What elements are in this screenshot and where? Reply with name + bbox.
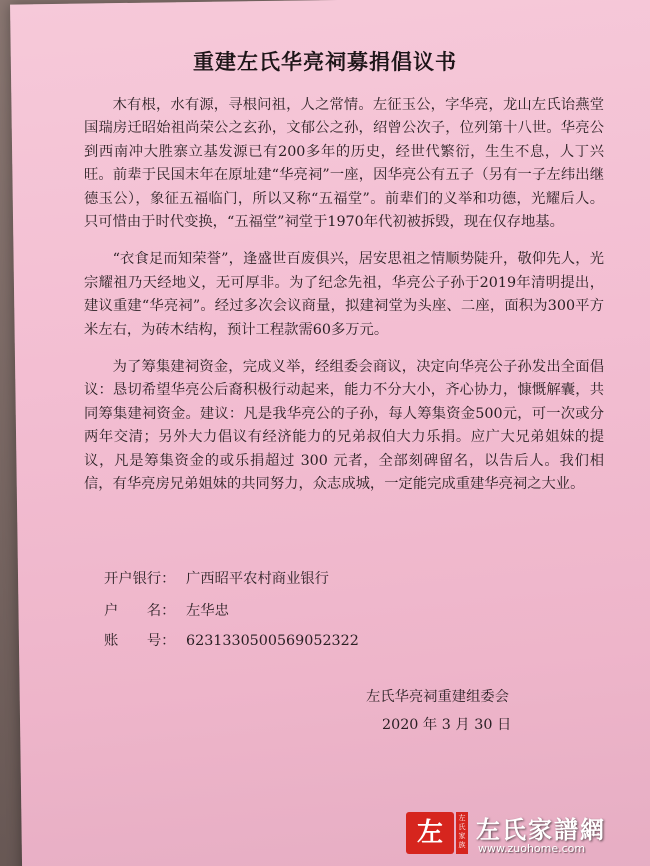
account-number-value: 6231330500569052322 (186, 633, 359, 649)
account-name-value: 左华忠 (186, 603, 229, 619)
paragraph-3: 为了筹集建祠资金，完成义举，经组委会商议，决定向华亮公子孙发出全面倡议：恳切希望华亮公后裔积极行动起来，能力不分大小，齐心协力，慷慨解囊，共同筹集建祠资金。建议：凡是我华亮公的子孙，每人筹集资金500元，可一次或分两年交清；另外大力倡议有经济能力的兄弟叔伯大力乐捐。应广大兄弟姐妹的提议，凡是筹集资金的或乐捐超过 300 元者，全部刻碑留名，以告后人。我们相信，有华亮房兄弟姐妹的共同努力，众志成城，一定能完成重建华亮祠之大业。 (84, 359, 604, 493)
paragraph-2: “衣食足而知荣誉”，逢盛世百废俱兴，居安思祖之情顺势陡升，敬仰先人，光宗耀祖乃天经地义，无可厚非。为了纪念先祖，华亮公子孙于2019年清明提出，建议重建“华亮祠”。经过多次会议商量，拟建祠堂为头座、二座，面积为300平方米左右，为砖木结构，预计工程款需60多万元。 (84, 251, 604, 338)
signature-date: 2020 年 3 月 30 日 (382, 717, 512, 733)
bank-label: 开户银行： (104, 571, 176, 587)
watermark-site: www.zuohome.com (478, 842, 586, 855)
account-name-row (104, 600, 229, 620)
watermark-brand: 左氏家譜網 (476, 816, 606, 844)
account-number-row (104, 630, 359, 650)
seal-side-text: 左氏家族 (458, 814, 466, 849)
signature-org: 左氏华亮祠重建组委会 (366, 689, 509, 705)
site-watermark (406, 810, 646, 858)
bank-value: 广西昭平农村商业银行 (186, 571, 329, 587)
account-name-label: 户 名： (104, 603, 176, 619)
bank-row (104, 568, 329, 588)
paragraph-1: 木有根，水有源，寻根问祖，人之常情。左征玉公，字华亮，龙山左氏诒燕堂国瑞房迁昭始祖尚荣公之玄孙，文郁公之孙，绍曾公次子，位列第十八世。华亮公到西南冲大胜寨立基发源已有200多年的历史，经世代繁衍，生生不息，人丁兴旺。前辈于民国末年在原址建“华亮祠”一座，因华亮公有五子（另有一子左纬出继德玉公），象征五福临门，所以又称“五福堂”。前辈们的义举和功德，光耀后人。只可惜由于时代变换，“五福堂”祠堂于1970年代初被拆毁，现在仅存地基。 (84, 97, 604, 231)
account-number-label: 账 号： (104, 633, 176, 649)
document-title: 重建左氏华亮祠募捐倡议书 (193, 50, 457, 74)
seal-glyph: 左 (416, 818, 443, 848)
document-body (84, 94, 604, 497)
